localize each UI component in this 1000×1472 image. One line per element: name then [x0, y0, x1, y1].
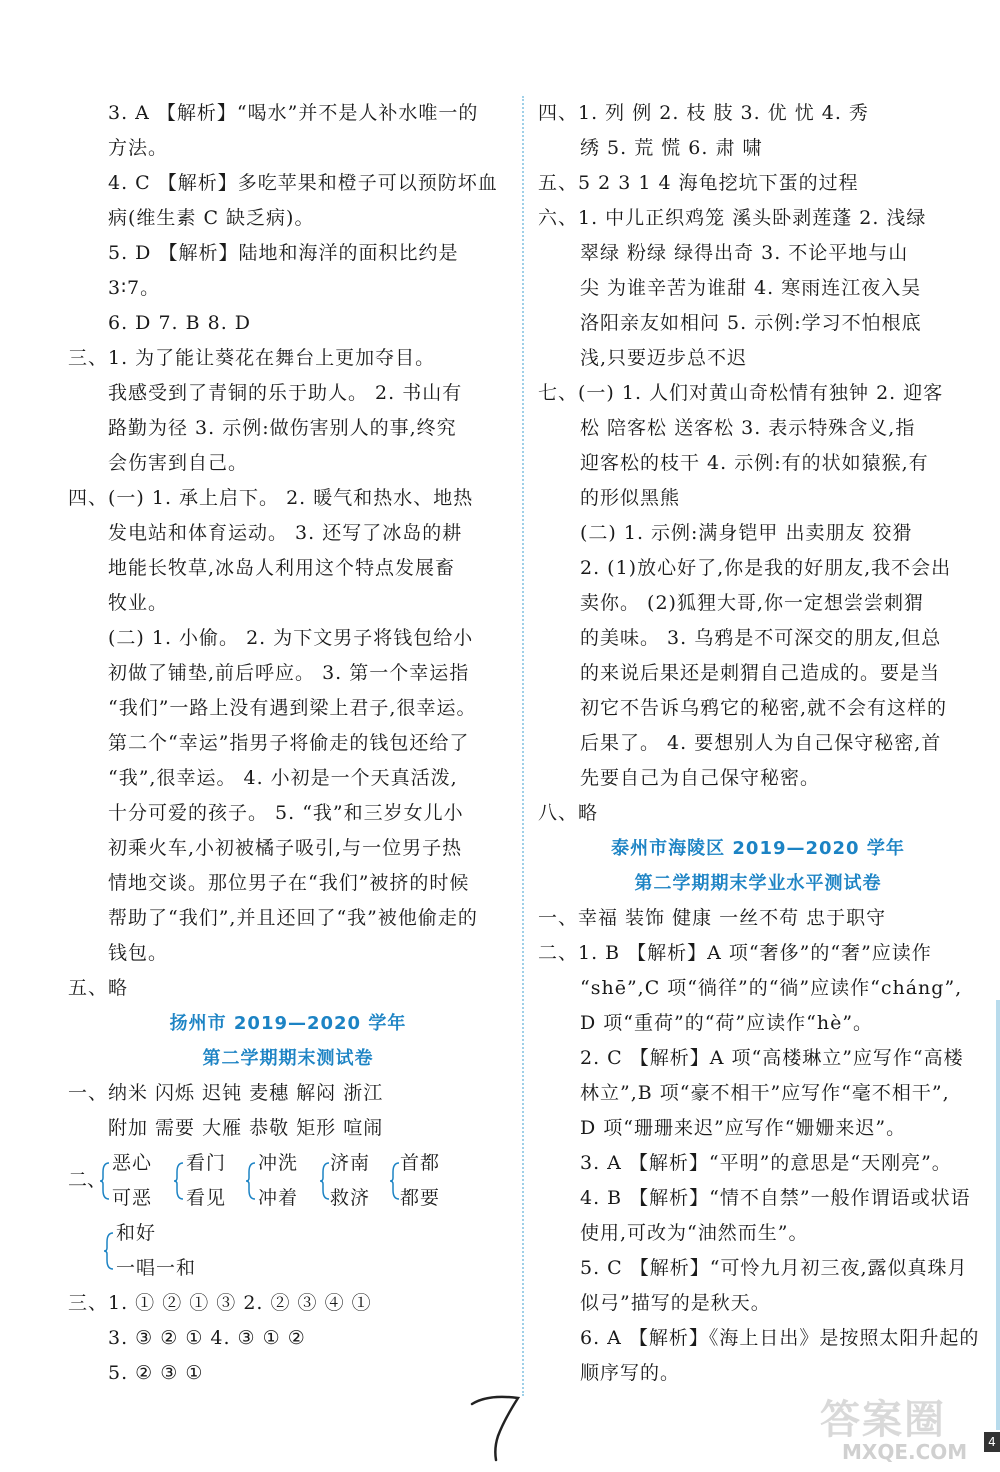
answer-line: 八、略 [538, 802, 599, 824]
answer-line: 三、1. 为了能让葵花在舞台上更加夺目。 [68, 347, 436, 369]
answer-line: 绣 5. 荒 慌 6. 肃 啸 [580, 137, 763, 159]
right-column [538, 96, 978, 1391]
pair-bottom: 可恶 [112, 1187, 153, 1209]
answer-line: 初它不告诉乌鸦它的秘密,就不会有这样的 [580, 697, 948, 719]
answer-line: 地能长牧草,冰岛人利用这个特点发展畜 [108, 557, 456, 579]
answer-line: 4. B 【解析】“情不自禁”一般作谓语或状语 [580, 1187, 971, 1209]
pair-top: 首都 [400, 1152, 441, 1174]
answer-line: 四、1. 列 例 2. 枝 肢 3. 优 忧 4. 秀 [538, 102, 869, 124]
pair-top: 和好 [116, 1222, 157, 1244]
pair-bottom: 冲着 [258, 1187, 299, 1209]
answer-line: 松 陪客松 送客松 3. 表示特殊含义,指 [580, 417, 916, 439]
answer-line: 的形似黑熊 [580, 487, 681, 509]
answer-line: 病(维生素 C 缺乏病)。 [108, 207, 315, 229]
answer-line: 的来说后果还是刺猬自己造成的。要是当 [580, 662, 941, 684]
pair-top: 济南 [330, 1152, 371, 1174]
answer-line: 五、略 [68, 977, 129, 999]
answer-line: 6. A 【解析】《海上日出》是按照太阳升起的 [580, 1327, 980, 1349]
pair-top: 恶心 [112, 1152, 153, 1174]
answer-line: D 项“重荷”的“荷”应读作“hè”。 [580, 1012, 874, 1034]
answer-line: 5. C 【解析】“可怜九月初三夜,露似真珠月 [580, 1257, 968, 1279]
section-heading-taizhou: 泰州市海陵区 2019—2020 学年 [611, 838, 905, 859]
answer-line: 七、(一) 1. 人们对黄山奇松情有独钟 2. 迎客 [538, 382, 944, 404]
polyphone-pairs [68, 1146, 508, 1286]
answer-line: “我”,很幸运。 4. 小初是一个天真活泼, [108, 767, 458, 789]
answer-line: 尖 为谁辛苦为谁甜 4. 寒雨连江夜入吴 [580, 277, 922, 299]
answer-line: 帮助了“我们”,并且还回了“我”被他偷走的 [108, 907, 478, 929]
answer-line: 洛阳亲友如相问 5. 示例:学习不怕根底 [580, 312, 922, 334]
answer-line: 牧业。 [108, 592, 169, 614]
watermark-url: MXQE.COM [842, 1440, 968, 1464]
answer-line: 浅,只要迈步总不迟 [580, 347, 748, 369]
answer-line: 先要自己为自己保守秘密。 [580, 767, 821, 789]
answer-line: 5. ② ③ ① [108, 1362, 204, 1384]
answer-line: “我们”一路上没有遇到梁上君子,很幸运。 [108, 697, 477, 719]
answer-line: 附加 需要 大雁 恭敬 矩形 喧闹 [108, 1117, 384, 1139]
handwritten-mark-icon [468, 1390, 528, 1462]
pair-top: 看门 [186, 1152, 227, 1174]
answer-line: 5. D 【解析】陆地和海洋的面积比约是 [108, 242, 459, 264]
answer-line: 三、1. ① ② ① ③ 2. ② ③ ④ ① [68, 1292, 372, 1314]
answer-line: 的美味。 3. 乌鸦是不可深交的朋友,但总 [580, 627, 942, 649]
page-number: 4 [984, 1432, 1000, 1452]
answer-line: (二) 1. 示例:满身铠甲 出卖朋友 狡猾 [580, 522, 913, 544]
section-heading-yangzhou: 扬州市 2019—2020 学年 [169, 1013, 407, 1034]
answer-line: 四、(一) 1. 承上启下。 2. 暖气和热水、地热 [68, 487, 474, 509]
brace-icon [104, 1232, 114, 1270]
pair-bottom: 都要 [400, 1187, 441, 1209]
answer-line: D 项“珊珊来迟”应写作“姗姗来迟”。 [580, 1117, 907, 1139]
answer-line: 4. C 【解析】多吃苹果和橙子可以预防坏血 [108, 172, 498, 194]
answer-line: 六、1. 中儿正织鸡笼 溪头卧剥莲蓬 2. 浅绿 [538, 207, 927, 229]
answer-line: 路勤为径 3. 示例:做伤害别人的事,终究 [108, 417, 457, 439]
answer-line: 3. A 【解析】“平明”的意思是“天刚亮”。 [580, 1152, 952, 1174]
answer-line: 林立”,B 项“豪不相干”应写作“毫不相干”, [580, 1082, 950, 1104]
answer-line: 6. D 7. B 8. D [108, 312, 252, 334]
question-number: 二、 [68, 1169, 107, 1191]
left-column [68, 96, 508, 1391]
answer-line: 钱包。 [108, 942, 169, 964]
brace-icon [100, 1162, 110, 1200]
answer-line: 第二个“幸运”指男子将偷走的钱包还给了 [108, 732, 470, 754]
pair-bottom: 看见 [186, 1187, 227, 1209]
answer-line: 翠绿 粉绿 绿得出奇 3. 不论平地与山 [580, 242, 909, 264]
answer-line: 会伤害到自己。 [108, 452, 249, 474]
pair-bottom: 一唱一和 [116, 1257, 197, 1279]
answer-line: 2. (1)放心好了,你是我的好朋友,我不会出 [580, 557, 952, 579]
column-divider [522, 96, 524, 1396]
pair-top: 冲洗 [258, 1152, 299, 1174]
answer-line: 3∶7。 [108, 277, 161, 299]
answer-line: 初做了铺垫,前后呼应。 3. 第一个幸运指 [108, 662, 470, 684]
answer-line: 顺序写的。 [580, 1362, 681, 1384]
answer-line: 情地交谈。那位男子在“我们”被挤的时候 [108, 872, 470, 894]
answer-line: 3. A 【解析】“喝水”并不是人补水唯一的 [108, 102, 479, 124]
brace-icon [320, 1162, 330, 1200]
answer-line: 使用,可改为“油然而生”。 [580, 1222, 809, 1244]
answer-line: 初乘火车,小初被橘子吸引,与一位男子热 [108, 837, 463, 859]
answer-line: 二、1. B 【解析】A 项“奢侈”的“奢”应读作 [538, 942, 932, 964]
answer-line: 后果了。 4. 要想别人为自己保守秘密,首 [580, 732, 942, 754]
answer-line: 我感受到了青铜的乐于助人。 2. 书山有 [108, 382, 463, 404]
answer-line: (二) 1. 小偷。 2. 为下文男子将钱包给小 [108, 627, 474, 649]
answer-line: 似弓”描写的是秋天。 [580, 1292, 771, 1314]
answer-line: “shē”,C 项“徜徉”的“徜”应读作“cháng”, [580, 977, 963, 999]
answer-line: 一、幸福 装饰 健康 一丝不苟 忠于职守 [538, 907, 887, 929]
answer-line: 发电站和体育运动。 3. 还写了冰岛的耕 [108, 522, 463, 544]
watermark-logo: 答案圈 [820, 1397, 946, 1443]
answer-line: 卖你。 (2)狐狸大哥,你一定想尝尝刺猬 [580, 592, 924, 614]
edge-tab [996, 1000, 1000, 1430]
section-subheading-yangzhou: 第二学期期末测试卷 [202, 1048, 374, 1069]
brace-icon [174, 1162, 184, 1200]
answer-line: 十分可爱的孩子。 5. “我”和三岁女儿小 [108, 802, 464, 824]
brace-icon [390, 1162, 400, 1200]
answer-line: 一、纳米 闪烁 迟钝 麦穗 解闷 浙江 [68, 1082, 384, 1104]
pair-bottom: 救济 [330, 1187, 371, 1209]
answer-line: 迎客松的枝干 4. 示例:有的状如猿猴,有 [580, 452, 929, 474]
answer-line: 五、5 2 3 1 4 海龟挖坑下蛋的过程 [538, 172, 859, 194]
brace-icon [246, 1162, 256, 1200]
answer-line: 2. C 【解析】A 项“高楼琳立”应写作“高楼 [580, 1047, 964, 1069]
section-subheading-taizhou: 第二学期期末学业水平测试卷 [634, 873, 882, 894]
answer-line: 方法。 [108, 137, 169, 159]
answer-line: 3. ③ ② ① 4. ③ ① ② [108, 1327, 306, 1349]
